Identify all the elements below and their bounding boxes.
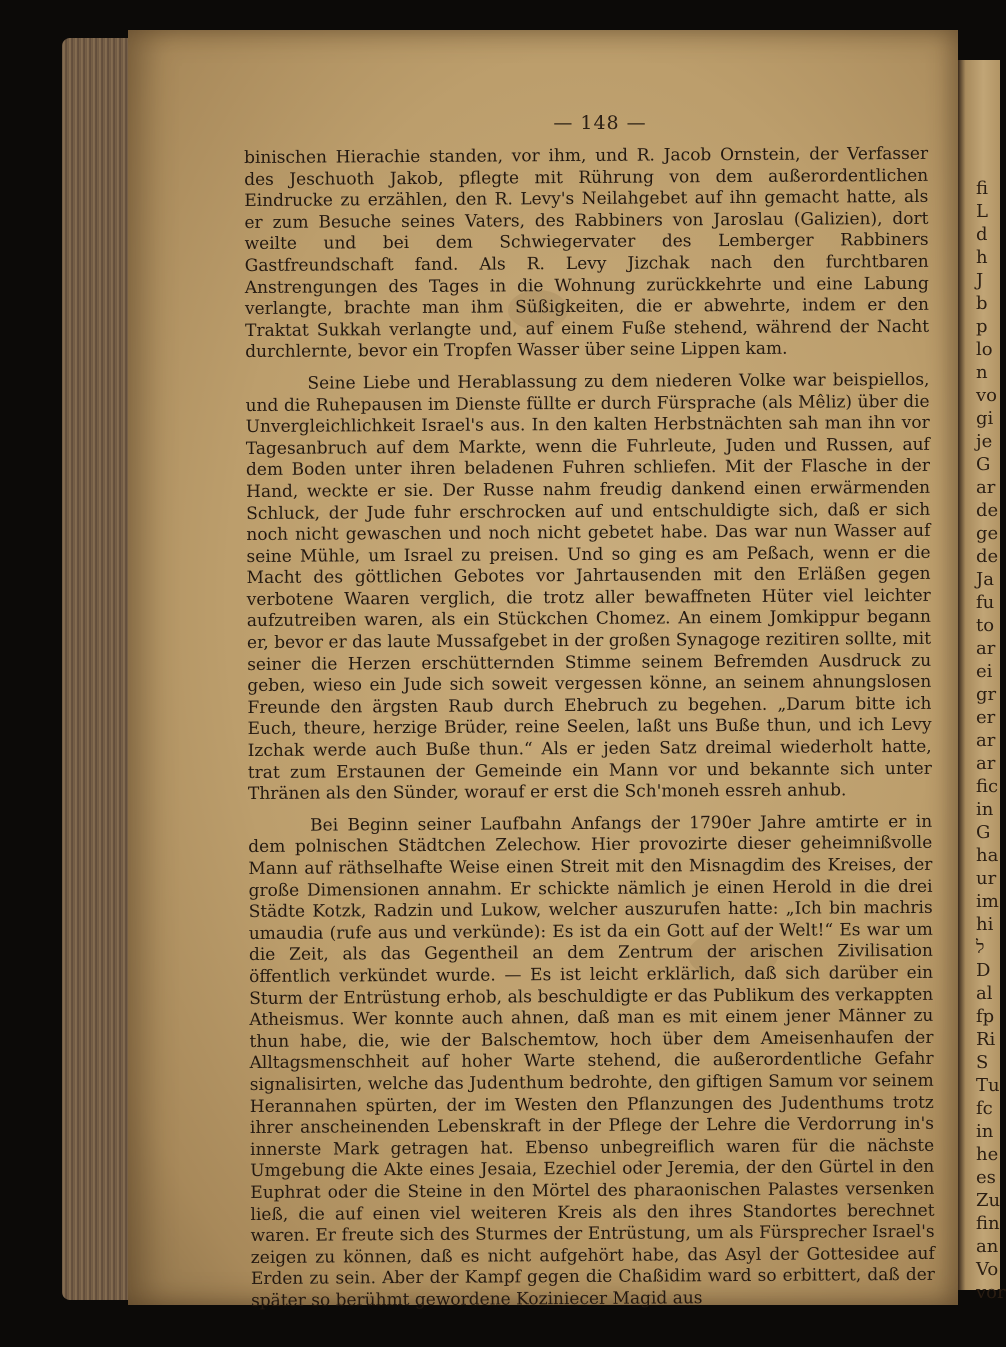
next-page-fragment: S — [976, 1052, 989, 1073]
next-page-fragment: G — [976, 822, 991, 843]
next-page-fragment: hi — [976, 914, 994, 935]
next-page-fragment: ei — [976, 661, 993, 682]
next-page-fragment: ge — [976, 523, 999, 544]
next-page-fragment: fc — [976, 1098, 993, 1119]
next-page-fragment: lo — [976, 339, 993, 360]
next-page-fragment: Zu — [976, 1190, 1001, 1211]
next-page-fragment: L — [976, 201, 988, 222]
next-page-fragment: vo — [976, 385, 998, 406]
next-page-fragment: p — [976, 316, 988, 337]
next-page-fragment: Tu — [976, 1075, 1000, 1096]
next-page-fragment: je — [976, 431, 993, 452]
next-page-fragment: ha — [976, 845, 999, 866]
next-page-fragment: to — [976, 615, 995, 636]
paragraph: binischen Hierachie standen, vor ihm, und R. Jacob Ornstein, der Verfasser des Jeschuoth Jakob, pflegte mit Rührung von dem außerordentlichen Eindrucke zu erzählen, den R. Levy's Neilahgebet auf ihn gemacht hatte, als er zum Besuche seines Vaters, des Rabbiners von Jaroslau (Galizien), dort weilte und bei dem Schwiegervater des Lemberger Rabbiners Gastfreundschaft fand. Als R. Levy Jizchak nach den furchtbaren Anstrengungen des Tages in die Wohnung zurückkehrte und eine Labung verlangte, brachte man ihm Süßigkeiten, die er abwehrte, indem er den Traktat Sukkah verlangte und, auf einem Fuße stehend, während der Nacht durchlernte, bevor ein Tropfen Wasser über seine Lippen kam. — [244, 143, 930, 363]
next-page-fragment: fi — [976, 178, 989, 199]
next-page-fragment: b — [976, 293, 988, 314]
next-page-edge — [958, 60, 1006, 1303]
next-page-fragment: er — [976, 707, 996, 728]
next-page-fragment: ar — [976, 477, 996, 498]
next-page-fragment: fu — [976, 592, 995, 613]
next-page-fragment: fp — [976, 1006, 995, 1027]
next-page-fragment: fin — [976, 1213, 1000, 1234]
next-page-fragment: h — [976, 247, 988, 268]
next-page-fragment: n — [976, 362, 988, 383]
paragraph: Bei Beginn seiner Laufbahn Anfangs der 1790er Jahre amtirte er in dem polnischen Städtchen Zelechow. Hier provozirte dieser geheimnißvolle Mann auf räthselhafte Weise einen Streit mit den Misnagdim des Kreises, der große Dimensionen annahm. Er schickte nämlich je einen Herold in die drei Städte Kotzk, Radzin und Lukow, welcher auszurufen hatte: „Ich bin machris umaudia (rufe aus und verkünde): Es ist da ein Gott auf der Welt!“ Es war um die Zeit, als das Gegentheil an dem Zentrum der arischen Zivilisation öffentlich verkündet wurde. — Es ist leicht erklärlich, daß sich darüber ein Sturm der Entrüstung erhob, als beschuldigte er das Publikum des verkappten Atheismus. Wer konnte auch ahnen, daß man es mit einem jener Männer zu thun habe, die, wie der Balschemtow, hoch über dem Ameisenhaufen der Alltagsmenschheit auf hoher Warte stehend, die außerordentliche Gefahr signalisirten, welche das Judenthum bedrohte, den giftigen Samum vor seinem Herannahen spürten, der im Westen den Pflanzungen des Judenthums trotz ihrer anscheinenden Lebenskraft in der Pflege der Lehre die Verdorrung in's innerste Mark getragen hat. Ebenso unbegreiflich waren für die nächste Umgebung die Akte eines Jesaia, Ezechiel oder Jeremia, der den Gürtel in den Euphrat oder die Steine in den Mörtel des pharaonischen Palastes versenken ließ, die auf einen viel weiteren Kreis als den ihres Standortes berechnet waren. Er freute sich des Sturmes der Entrüstung, um als Fürsprecher Israel's zeigen zu können, daß es nicht aufgehört habe, das Asyl der Gottesidee auf Erden zu sein. Aber der Kampf gegen die Chaßidim ward so erbittert, daß der später so berühmt gewordene Koziniecer Magid aus — [248, 811, 935, 1311]
page-body-text — [244, 144, 935, 1323]
next-page-fragment: G — [976, 454, 991, 475]
next-page-fragment: al — [976, 983, 993, 1004]
next-page-fragment: D — [976, 960, 991, 981]
next-page-fragment: J — [976, 270, 984, 291]
next-page-fragment: ל — [976, 937, 985, 958]
next-page-fragment: Ja — [976, 569, 994, 590]
next-page-fragment: im — [976, 891, 999, 912]
next-page-fragment: gi — [976, 408, 994, 429]
next-page-fragment: ar — [976, 638, 996, 659]
next-page-fragment: de — [976, 546, 999, 567]
next-page-fragment: ar — [976, 730, 996, 751]
next-page-fragment: in — [976, 799, 994, 820]
next-page-fragment: ar — [976, 753, 996, 774]
next-page-fragment: an — [976, 1236, 999, 1257]
next-page-fragment: gr — [976, 684, 997, 705]
paragraph: Seine Liebe und Herablassung zu dem niederen Volke war beispiellos, und die Ruhepausen im Dienste füllte er durch Fürsprache (als Mêliz) über die Unvergleichlichkeit Israel's aus. In den kalten Herbstnächten sah man ihn vor Tagesanbruch auf dem Markte, wenn die Fuhrleute, Juden und Russen, auf dem Boden unter ihren beladenen Fuhren schliefen. Mit der Flasche in der Hand, weckte er sie. Der Russe nahm freudig dankend einen erwärmenden Schluck, der Jude fuhr erschrocken auf und entschuldigte sich, daß er sich noch nicht gewaschen und noch nicht gebetet habe. Das war nun Wasser auf seine Mühle, um Israel zu preisen. Und so ging es am Peßach, wenn er die Macht des göttlichen Gebotes vor Jahrtausenden mit den Erläßen gegen verbotene Waaren verglich, die trotz aller bewaffneten Hüter viel leichter aufzutreiben waren, als ein Stückchen Chomez. An einem Jomkippur begann er, bevor er das laute Mussafgebet in der großen Synagoge rezitiren sollte, mit seiner die Herzen erschütternden Stimme seinem Befremden Ausdruck zu geben, wieso ein Jude sich soweit vergessen könne, an seinem ahnungslosen Freunde den ärgsten Raub durch Ehebruch zu begehen. „Darum bitte ich Euch, theure, herzige Brüder, reine Seelen, laßt uns Buße thun, und ich Levy Izchak werde auch Buße thun.“ Als er jeden Satz dreimal wiederholt hatte, trat zum Erstaunen der Gemeinde ein Mann vor und bekannte sich unter Thränen als den Sünder, worauf er erst die Sch'moneh essreh anhub. — [245, 369, 932, 805]
next-page-fragment: in — [976, 1121, 994, 1142]
page-number: — 148 — — [553, 112, 647, 134]
next-page-fragment: d — [976, 224, 988, 245]
next-page-fragment: Vo — [976, 1259, 999, 1280]
next-page-fragment: Ri — [976, 1029, 996, 1050]
next-page-fragment: fic — [976, 776, 999, 797]
next-page-fragment: de — [976, 500, 999, 521]
next-page-fragment: ur — [976, 868, 997, 889]
next-page-fragment: vor — [976, 1282, 1006, 1303]
next-page-fragment: he — [976, 1144, 999, 1165]
next-page-fragment: es — [976, 1167, 996, 1188]
